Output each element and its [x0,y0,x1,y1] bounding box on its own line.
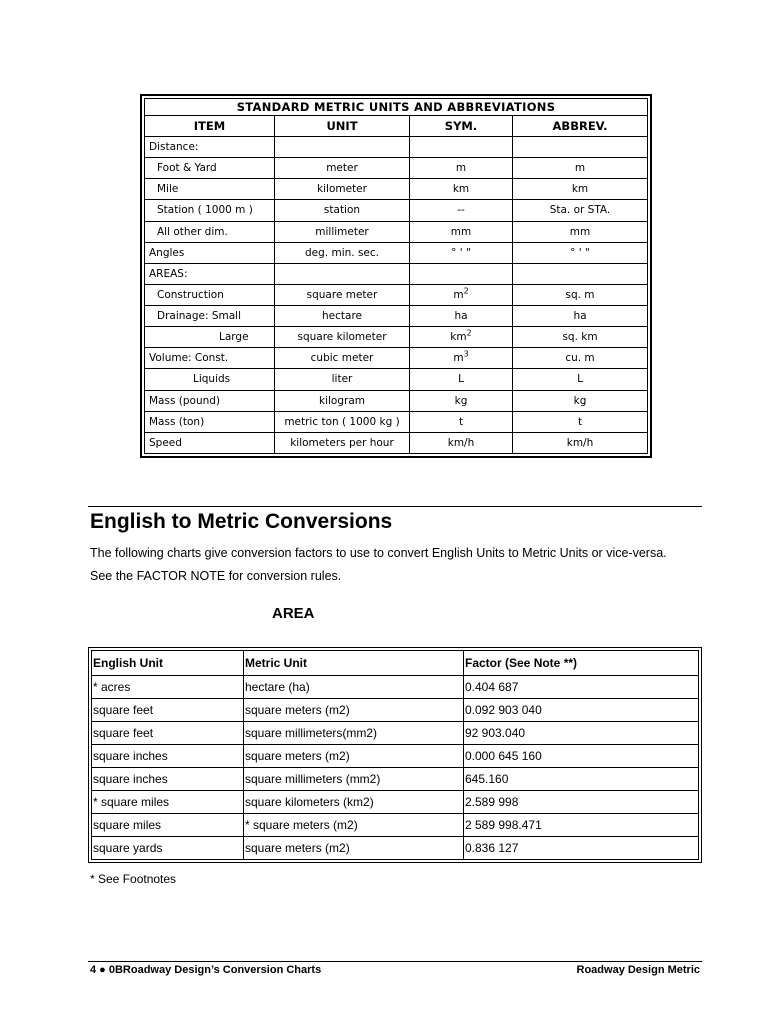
sym-cell [410,221,513,242]
unit-cell-text: meter [326,162,358,175]
area-table-body [92,676,699,860]
units-table-row [145,390,648,411]
unit-cell-text: station [323,204,361,217]
english-unit-cell: square feet [92,722,244,745]
abbrev-cell [513,284,648,305]
table-row [92,814,699,837]
item-cell [145,390,275,411]
item-cell-text: Liquids [193,373,231,386]
item-cell [145,179,275,200]
abbrev-cell-text: Sta. or STA. [549,204,611,217]
unit-cell-text: square meter [306,288,378,301]
sym-cell-text: km [452,183,470,196]
abbrev-cell-text: kg [573,394,587,407]
item-cell [145,137,275,158]
sym-cell-text: mm [450,225,472,238]
english-unit-cell: square inches [92,745,244,768]
sym-cell-text: km [450,331,467,344]
sym-cell [410,369,513,390]
unit-cell-text: kilometers per hour [290,436,394,449]
exponent: 2 [463,286,469,296]
sym-cell [410,411,513,432]
item-cell [145,306,275,327]
intro-text-line-1: The following charts give conversion factors to use to convert English Units to Metric Units or vice-versa. [90,546,667,560]
abbrev-cell [513,348,648,369]
exponent: 3 [463,349,469,359]
metric-unit-cell: square meters (m2) [244,745,464,768]
item-cell-text: Large [219,331,249,344]
abbrev-cell [513,369,648,390]
metric-unit-cell: hectare (ha) [244,676,464,699]
footer-left-text: 4 ● 0BRoadway Design’s Conversion Charts [90,964,322,976]
item-cell-text: Station ( 1000 m ) [157,204,253,217]
metric-unit-cell: square millimeters (mm2) [244,768,464,791]
unit-cell-text: hectare [322,310,362,323]
abbrev-cell-text: km [571,183,589,196]
abbrev-cell-text: m [574,162,586,175]
unit-cell [275,327,410,348]
sym-cell-text: t [458,415,464,428]
unit-cell-text: square kilometer [297,331,387,344]
abbrev-cell-text: km/h [566,436,594,449]
sym-cell [410,137,513,158]
table-row [92,768,699,791]
units-table-row [145,179,648,200]
unit-cell [275,137,410,158]
unit-cell [275,348,410,369]
item-cell-text: Volume: Const. [149,352,229,365]
sym-cell [410,306,513,327]
factor-cell: 2 589 998.471 [464,814,699,837]
footnote: * See Footnotes [90,872,177,886]
sym-cell [410,348,513,369]
abbrev-cell-text: sq. m [565,288,595,301]
units-table-row [145,327,648,348]
item-cell [145,369,275,390]
units-table-row [145,306,648,327]
item-cell [145,221,275,242]
unit-cell [275,432,410,453]
sym-cell [410,242,513,263]
item-cell-text: Angles [149,246,185,259]
abbrev-cell-text: ha [573,310,587,323]
table-row [92,722,699,745]
header-metric-unit: Metric Unit [244,651,464,676]
metric-unit-cell: * square meters (m2) [244,814,464,837]
exponent: 2 [466,328,472,338]
unit-cell [275,411,410,432]
units-table-row [145,369,648,390]
metric-unit-cell: square kilometers (km2) [244,791,464,814]
sym-cell [410,432,513,453]
units-table-row [145,348,648,369]
units-table-row [145,263,648,284]
units-table-row [145,284,648,305]
item-cell [145,158,275,179]
sym-cell [410,327,513,348]
english-unit-cell: square yards [92,837,244,860]
abbrev-cell [513,306,648,327]
english-unit-cell: * square miles [92,791,244,814]
sym-cell-text: ° ' " [451,246,471,259]
factor-cell: 0.404 687 [464,676,699,699]
metric-unit-cell: square meters (m2) [244,699,464,722]
abbrev-cell-text: sq. km [562,331,598,344]
units-table-title: STANDARD METRIC UNITS AND ABBREVIATIONS [145,99,648,116]
item-cell-text: Drainage: Small [157,310,242,323]
unit-cell-text: kilogram [319,394,365,407]
unit-cell-text: kilometer [317,183,367,196]
table-row [92,745,699,768]
item-cell-text: All other dim. [157,225,228,238]
factor-cell: 0.000 645 160 [464,745,699,768]
units-table-row [145,158,648,179]
sym-cell-text: -- [457,204,465,217]
abbrev-cell-text: cu. m [565,352,595,365]
sym-cell-text: m [455,162,467,175]
item-cell [145,242,275,263]
header-item: ITEM [145,116,275,137]
metric-unit-cell: square meters (m2) [244,837,464,860]
area-conversion-table [91,650,699,860]
item-cell [145,200,275,221]
units-table-row [145,221,648,242]
abbrev-cell [513,200,648,221]
area-table-frame [88,647,702,863]
unit-cell-text: cubic meter [310,352,374,365]
abbrev-cell [513,137,648,158]
sym-cell [410,200,513,221]
header-factor: Factor (See Note **) [464,651,699,676]
header-sym: SYM. [410,116,513,137]
item-cell-text: Mass (pound) [149,394,221,407]
unit-cell [275,200,410,221]
units-table-body [145,137,648,454]
abbrev-cell-text: ° ' " [570,246,590,259]
sym-cell [410,158,513,179]
unit-cell [275,221,410,242]
factor-cell: 92 903.040 [464,722,699,745]
area-heading: AREA [272,605,315,622]
item-cell-text: Mass (ton) [149,415,205,428]
footer-right-text: Roadway Design Metric [576,964,700,976]
table-row [92,676,699,699]
item-cell [145,432,275,453]
units-table-row [145,432,648,453]
unit-cell-text: metric ton ( 1000 kg ) [284,415,400,428]
abbrev-cell [513,158,648,179]
factor-cell: 645.160 [464,768,699,791]
item-cell [145,348,275,369]
item-cell-text: Construction [157,288,224,301]
abbrev-cell-text: L [577,373,583,386]
english-unit-cell: square feet [92,699,244,722]
item-cell [145,263,275,284]
header-abbrev: ABBREV. [513,116,648,137]
units-table-row [145,200,648,221]
unit-cell [275,158,410,179]
abbrev-cell [513,242,648,263]
table-row [92,837,699,860]
item-cell-text: AREAS: [149,267,188,280]
header-unit: UNIT [275,116,410,137]
english-unit-cell: square inches [92,768,244,791]
intro-text-line-2: See the FACTOR NOTE for conversion rules. [90,569,342,583]
english-unit-cell: * acres [92,676,244,699]
footer-divider [88,961,702,962]
abbrev-cell [513,263,648,284]
item-cell [145,411,275,432]
factor-cell: 0.836 127 [464,837,699,860]
abbrev-cell [513,221,648,242]
header-english-unit: English Unit [92,651,244,676]
item-cell [145,327,275,348]
table-row [92,699,699,722]
item-cell-text: Mile [157,183,179,196]
unit-cell [275,242,410,263]
units-table-frame [140,94,652,458]
factor-cell: 0.092 903 040 [464,699,699,722]
sym-cell [410,390,513,411]
abbrev-cell [513,179,648,200]
units-table-row [145,137,648,158]
sym-cell [410,284,513,305]
abbrev-cell [513,390,648,411]
sym-cell-text: km/h [447,436,475,449]
section-title: English to Metric Conversions [90,510,393,533]
unit-cell-text: millimeter [315,225,369,238]
item-cell-text: Speed [149,436,182,449]
unit-cell [275,369,410,390]
unit-cell-text: deg. min. sec. [305,246,379,259]
units-table-row [145,242,648,263]
unit-cell [275,179,410,200]
sym-cell-text: m [453,288,464,301]
factor-cell: 2.589 998 [464,791,699,814]
abbrev-cell [513,327,648,348]
metric-unit-cell: square millimeters(mm2) [244,722,464,745]
english-unit-cell: square miles [92,814,244,837]
abbrev-cell [513,432,648,453]
item-cell-text: Distance: [149,141,199,154]
units-table-row [145,411,648,432]
sym-cell-text: ha [454,310,468,323]
sym-cell-text: m [453,352,464,365]
item-cell [145,284,275,305]
abbrev-cell [513,411,648,432]
abbrev-cell-text: t [577,415,583,428]
unit-cell [275,306,410,327]
sym-cell-text: L [458,373,464,386]
unit-cell-text: liter [331,373,353,386]
sym-cell-text: kg [454,394,468,407]
unit-cell [275,263,410,284]
standard-metric-units-table [144,98,648,454]
sym-cell [410,263,513,284]
unit-cell [275,284,410,305]
abbrev-cell-text: mm [569,225,591,238]
table-row [92,791,699,814]
item-cell-text: Foot & Yard [157,162,217,175]
section-divider [88,506,702,507]
unit-cell [275,390,410,411]
sym-cell [410,179,513,200]
